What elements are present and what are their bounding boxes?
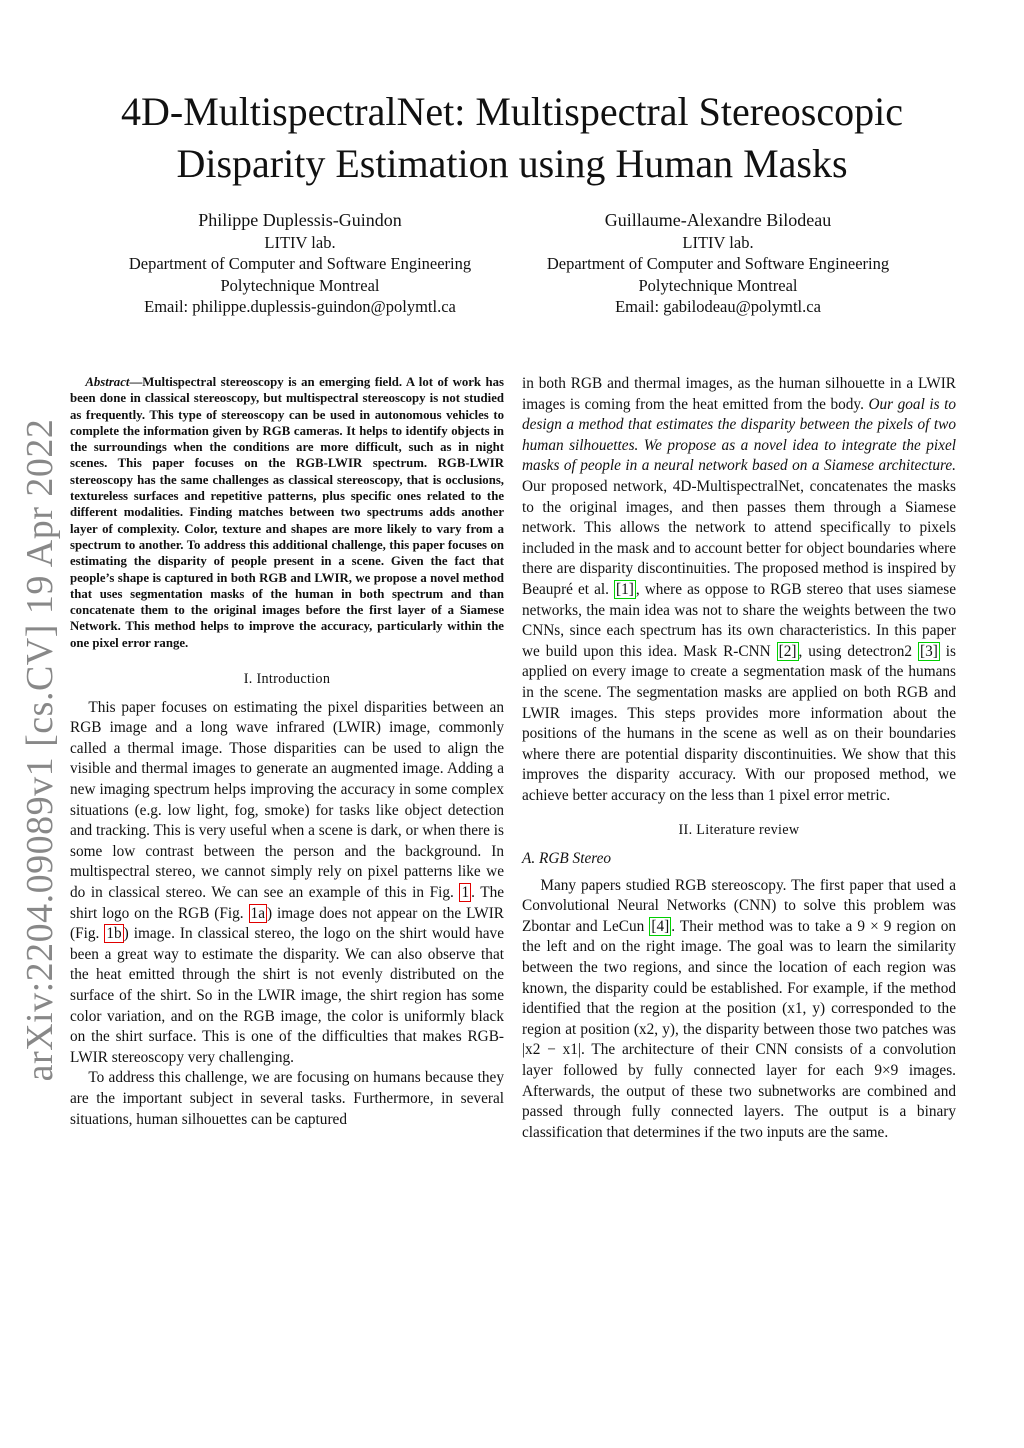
title-line-2: Disparity Estimation using Human Masks <box>176 141 848 186</box>
author-lab: LITIV lab. <box>264 233 336 252</box>
abstract-label: Abstract <box>85 375 130 389</box>
abstract-text: —Multispectral stereoscopy is an emerging field. A lot of work has been done in classical stereoscopy, but multispectral stereoscopy is not studied as frequently. This type of stereoscopy can be used in autonomous vehicles to complete the information given by RGB cameras. It helps to identify objects in the surroundings when the conditions are more difficult, such as in night scenes. This paper focuses on the RGB-LWIR spectrum. RGB-LWIR stereoscopy has the same challenges as classical stereoscopy, that is occlusions, textureless surfaces and repetitive patterns, plus specific ones related to the different modalities. Finding matches between two spectrums adds another layer of complexity. Color, texture and shapes are more likely to vary from a spectrum to another. To address this additional challenge, this paper focuses on estimating the disparity of people present in a scene. Given the fact that people’s shape is captured in both RGB and LWIR, we propose a novel method that uses segmentation masks of the human in both spectrum and than concatenate them to the original images before the first layer of a Siamese Network. This method helps to improve the accuracy, particularly within the one pixel error range. <box>70 375 504 650</box>
right-column <box>522 374 956 1143</box>
right-paragraph-1 <box>522 374 956 806</box>
author-name: Guillaume-Alexandre Bilodeau <box>604 210 832 230</box>
left-column <box>70 374 504 1130</box>
text-run: . Their method was to take a 9 × 9 region on the left and on the right image. The goal was to learn the similarity between the two regions, and since the location of each region was known, the disparity could be established. For example, if the method identified that the region at the position (x1, y) corresponded to the region at position (x2, y), the disparity between those two patches was |x2 − x1|. The architecture of their CNN consists of a convolution layer followed by fully connected layer for each 9×9 images. Afterwards, the output of these two subnetworks are combined and passed through fully connected layers. The output is a binary classification that determines if the two inputs are the same. <box>522 917 956 1141</box>
author-lab: LITIV lab. <box>682 233 754 252</box>
citation-link[interactable]: [1] <box>615 580 634 598</box>
text-run: Our proposed network, 4D-MultispectralNet, concatenates the masks to the original images, and then passes them through a Siamese network. This allows the network to attend specifically to pixels included in the mask and to account better for object boundaries where there are disparity discontinuities. The proposed method is inspired by Beaupré et al. <box>522 477 956 598</box>
text-run: is applied on every image to create a segmentation mask of the humans in the scene. The segmentation masks are applied on both RGB and LWIR images. This steps provides more information about the positions of the humans in the scene as well as on their boundaries where there are potential disparity discontinuities. We show that this improves the disparity accuracy. With our proposed method, we achieve better accuracy on the less than 1 pixel error metric. <box>522 642 956 804</box>
text-run: ) image. In classical stereo, the logo on the shirt would have been a great way to estimate the disparity. We can also observe that the heat emitted through the shirt is not evenly distributed on the surface of the shirt. So in the LWIR image, the shirt region has some color variation, and on the RGB image, the color is uniformly black on the shirt surface. This is one of the difficulties that makes RGB-LWIR stereoscopy very challenging. <box>70 925 504 1066</box>
title-line-1: 4D-MultispectralNet: Multispectral Stereoscopic <box>120 89 903 134</box>
intro-paragraph-1 <box>70 698 504 1069</box>
author-inst: Polytechnique Montreal <box>220 275 380 295</box>
emphasis-text: Our goal is to design a method that estimates the disparity between the pixels of two human silhouettes. We propose as a novel idea to integrate the pixel masks of people in a neural network based on a Siamese architecture. <box>522 395 957 475</box>
author-email: Email: gabilodeau@polymtl.ca <box>615 297 821 317</box>
citation-link[interactable]: [2] <box>778 642 797 660</box>
abstract <box>70 374 504 651</box>
author-dept: Department of Computer and Software Engineering <box>128 254 472 274</box>
figure-link[interactable]: 1a <box>250 904 265 922</box>
text-run: Many papers studied RGB stereoscopy. The first paper that used a Convolutional Neural Networks (CNN) to solve this problem was Zbontar and LeCun <box>522 876 956 935</box>
section-heading: I. Introduction <box>243 671 331 688</box>
arxiv-stamp <box>10 420 70 1080</box>
citation-link[interactable]: [3] <box>919 642 938 660</box>
text-run: This paper focuses on estimating the pixel disparities between an RGB image and a long wave infrared (LWIR) image, commonly called a thermal image. Those disparities can be used to align the visible and thermal images to generate an augmented image. Adding a new imaging spectrum helps improving the accuracy in some complex situations (e.g. low light, fog, smoke) for tasks like object detection and tracking. This is very useful when a scene is dark, or when there is some low contrast between the person and the background. In multispectral stereo, we cannot simply rely on pixel patterns like we do in classical stereo. We can see an example of this in Fig. <box>70 698 504 901</box>
paper-title <box>60 86 964 190</box>
author-dept: Department of Computer and Software Engineering <box>546 254 890 274</box>
literature-paragraph <box>522 876 956 1144</box>
author-block-1 <box>90 208 510 318</box>
author-block-2 <box>508 208 928 318</box>
text-run: , using detectron2 <box>798 642 918 660</box>
author-name: Philippe Duplessis-Guindon <box>198 210 402 230</box>
author-email: Email: philippe.duplessis-guindon@polymtl.ca <box>144 297 456 317</box>
text-run: in both RGB and thermal images, as the human silhouette in a LWIR images is coming from the heat emitted from the body. <box>522 375 956 413</box>
section-heading: II. Literature review <box>678 822 800 839</box>
subsection-heading: A. RGB Stereo <box>522 850 612 868</box>
figure-link[interactable]: 1b <box>106 925 122 943</box>
figure-link[interactable]: 1 <box>461 883 470 901</box>
intro-paragraph-2: To address this challenge, we are focusing on humans because they are the important subject in several tasks. Furthermore, in several situations, human silhouettes can be captured <box>70 1069 504 1128</box>
author-inst: Polytechnique Montreal <box>638 275 798 295</box>
text-run: , where as oppose to RGB stereo that uses siamese networks, the main idea was not to share the weights between the two CNNs, since each spectrum has its own characteristics. In this paper we build upon this idea. Mask R-CNN <box>522 580 956 660</box>
citation-link[interactable]: [4] <box>651 917 670 935</box>
text-run: . The shirt logo on the RGB (Fig. <box>70 883 505 922</box>
text-run: ) image does not appear on the LWIR (Fig. <box>70 904 505 943</box>
arxiv-stamp-text: arXiv:2204.09089v1 [cs.CV] 19 Apr 2022 <box>19 418 61 1082</box>
